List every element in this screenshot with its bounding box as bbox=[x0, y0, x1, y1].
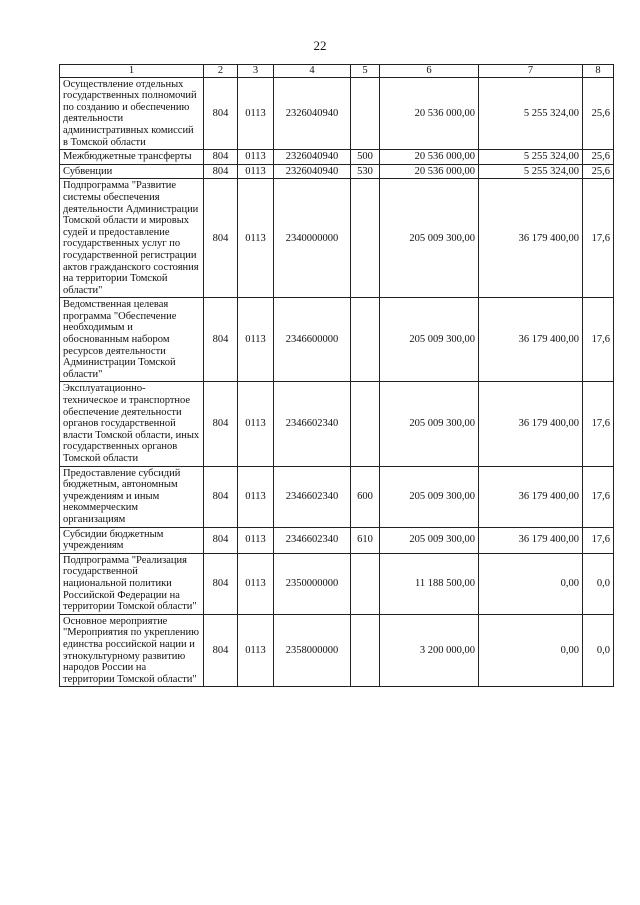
section-code-cell: 0113 bbox=[238, 150, 274, 165]
plan-amount-cell: 205 009 300,00 bbox=[380, 382, 479, 466]
actual-amount-cell: 5 255 324,00 bbox=[479, 164, 583, 179]
expense-type-cell: 500 bbox=[351, 150, 380, 165]
section-code-cell: 0113 bbox=[238, 382, 274, 466]
plan-amount-cell: 205 009 300,00 bbox=[380, 466, 479, 527]
percent-cell: 17,6 bbox=[583, 382, 614, 466]
expense-type-cell bbox=[351, 553, 380, 614]
target-article-cell: 2340000000 bbox=[274, 179, 351, 298]
table-row bbox=[60, 382, 614, 466]
section-code-cell: 0113 bbox=[238, 466, 274, 527]
header-cell: 6 bbox=[380, 65, 479, 78]
actual-amount-cell: 36 179 400,00 bbox=[479, 298, 583, 382]
target-article-cell: 2346600000 bbox=[274, 298, 351, 382]
department-code-cell: 804 bbox=[204, 298, 238, 382]
percent-cell: 25,6 bbox=[583, 164, 614, 179]
row-name-cell: Ведомственная целевая программа "Обеспечение необходимым и обоснованным набором ресурсов деятельности Администрации Томской области" bbox=[60, 298, 204, 382]
expense-type-cell bbox=[351, 179, 380, 298]
section-code-cell: 0113 bbox=[238, 164, 274, 179]
expense-type-cell bbox=[351, 614, 380, 687]
page-number: 22 bbox=[313, 38, 327, 53]
header-cell: 4 bbox=[274, 65, 351, 78]
department-code-cell: 804 bbox=[204, 553, 238, 614]
actual-amount-cell: 36 179 400,00 bbox=[479, 466, 583, 527]
table-row bbox=[60, 77, 614, 150]
target-article-cell: 2346602340 bbox=[274, 466, 351, 527]
target-article-cell: 2346602340 bbox=[274, 382, 351, 466]
expense-type-cell: 610 bbox=[351, 527, 380, 553]
department-code-cell: 804 bbox=[204, 614, 238, 687]
target-article-cell: 2326040940 bbox=[274, 77, 351, 150]
header-cell: 5 bbox=[351, 65, 380, 78]
row-name-cell: Осуществление отдельных государственных полномочий по созданию и обеспечению деятельности административных комиссий в Томской области bbox=[60, 77, 204, 150]
section-code-cell: 0113 bbox=[238, 298, 274, 382]
plan-amount-cell: 205 009 300,00 bbox=[380, 527, 479, 553]
row-name-cell: Основное мероприятие "Мероприятия по укреплению единства российской нации и этнокультурному развитию народов России на территории Томской области" bbox=[60, 614, 204, 687]
department-code-cell: 804 bbox=[204, 382, 238, 466]
table-row bbox=[60, 527, 614, 553]
section-code-cell: 0113 bbox=[238, 527, 274, 553]
header-cell: 8 bbox=[583, 65, 614, 78]
table-row bbox=[60, 614, 614, 687]
department-code-cell: 804 bbox=[204, 150, 238, 165]
percent-cell: 17,6 bbox=[583, 466, 614, 527]
table-row bbox=[60, 553, 614, 614]
percent-cell: 17,6 bbox=[583, 527, 614, 553]
expense-type-cell bbox=[351, 298, 380, 382]
table-row bbox=[60, 179, 614, 298]
header-cell: 2 bbox=[204, 65, 238, 78]
target-article-cell: 2350000000 bbox=[274, 553, 351, 614]
department-code-cell: 804 bbox=[204, 527, 238, 553]
percent-cell: 17,6 bbox=[583, 179, 614, 298]
table-row bbox=[60, 298, 614, 382]
header-cell: 1 bbox=[60, 65, 204, 78]
table-row bbox=[60, 466, 614, 527]
row-name-cell: Межбюджетные трансферты bbox=[60, 150, 204, 165]
budget-table bbox=[59, 64, 614, 687]
row-name-cell: Предоставление субсидий бюджетным, автономным учреждениям и иным некоммерческим организациям bbox=[60, 466, 204, 527]
percent-cell: 25,6 bbox=[583, 77, 614, 150]
department-code-cell: 804 bbox=[204, 77, 238, 150]
plan-amount-cell: 20 536 000,00 bbox=[380, 150, 479, 165]
section-code-cell: 0113 bbox=[238, 77, 274, 150]
target-article-cell: 2326040940 bbox=[274, 150, 351, 165]
expense-type-cell bbox=[351, 382, 380, 466]
department-code-cell: 804 bbox=[204, 179, 238, 298]
plan-amount-cell: 3 200 000,00 bbox=[380, 614, 479, 687]
percent-cell: 17,6 bbox=[583, 298, 614, 382]
actual-amount-cell: 5 255 324,00 bbox=[479, 77, 583, 150]
department-code-cell: 804 bbox=[204, 466, 238, 527]
actual-amount-cell: 36 179 400,00 bbox=[479, 179, 583, 298]
target-article-cell: 2326040940 bbox=[274, 164, 351, 179]
plan-amount-cell: 11 188 500,00 bbox=[380, 553, 479, 614]
percent-cell: 25,6 bbox=[583, 150, 614, 165]
section-code-cell: 0113 bbox=[238, 179, 274, 298]
expense-type-cell: 600 bbox=[351, 466, 380, 527]
plan-amount-cell: 205 009 300,00 bbox=[380, 179, 479, 298]
table-header-row bbox=[60, 65, 614, 78]
actual-amount-cell: 5 255 324,00 bbox=[479, 150, 583, 165]
expense-type-cell: 530 bbox=[351, 164, 380, 179]
plan-amount-cell: 205 009 300,00 bbox=[380, 298, 479, 382]
row-name-cell: Эксплуатационно-техническое и транспортное обеспечение деятельности органов государственной власти Томской области, иных государственных органов Томской области bbox=[60, 382, 204, 466]
expense-type-cell bbox=[351, 77, 380, 150]
table-row bbox=[60, 150, 614, 165]
row-name-cell: Субсидии бюджетным учреждениям bbox=[60, 527, 204, 553]
header-cell: 3 bbox=[238, 65, 274, 78]
section-code-cell: 0113 bbox=[238, 614, 274, 687]
actual-amount-cell: 36 179 400,00 bbox=[479, 527, 583, 553]
section-code-cell: 0113 bbox=[238, 553, 274, 614]
department-code-cell: 804 bbox=[204, 164, 238, 179]
table-row bbox=[60, 164, 614, 179]
row-name-cell: Субвенции bbox=[60, 164, 204, 179]
header-cell: 7 bbox=[479, 65, 583, 78]
actual-amount-cell: 0,00 bbox=[479, 553, 583, 614]
target-article-cell: 2358000000 bbox=[274, 614, 351, 687]
percent-cell: 0,0 bbox=[583, 614, 614, 687]
row-name-cell: Подпрограмма "Развитие системы обеспечения деятельности Администрации Томской области и мировых судей и предоставление государственных услуг по государственной регистрации актов гражданского состояния на территории Томской области" bbox=[60, 179, 204, 298]
row-name-cell: Подпрограмма "Реализация государственной национальной политики Российской Федерации на территории Томской области" bbox=[60, 553, 204, 614]
target-article-cell: 2346602340 bbox=[274, 527, 351, 553]
actual-amount-cell: 36 179 400,00 bbox=[479, 382, 583, 466]
plan-amount-cell: 20 536 000,00 bbox=[380, 164, 479, 179]
percent-cell: 0,0 bbox=[583, 553, 614, 614]
plan-amount-cell: 20 536 000,00 bbox=[380, 77, 479, 150]
actual-amount-cell: 0,00 bbox=[479, 614, 583, 687]
